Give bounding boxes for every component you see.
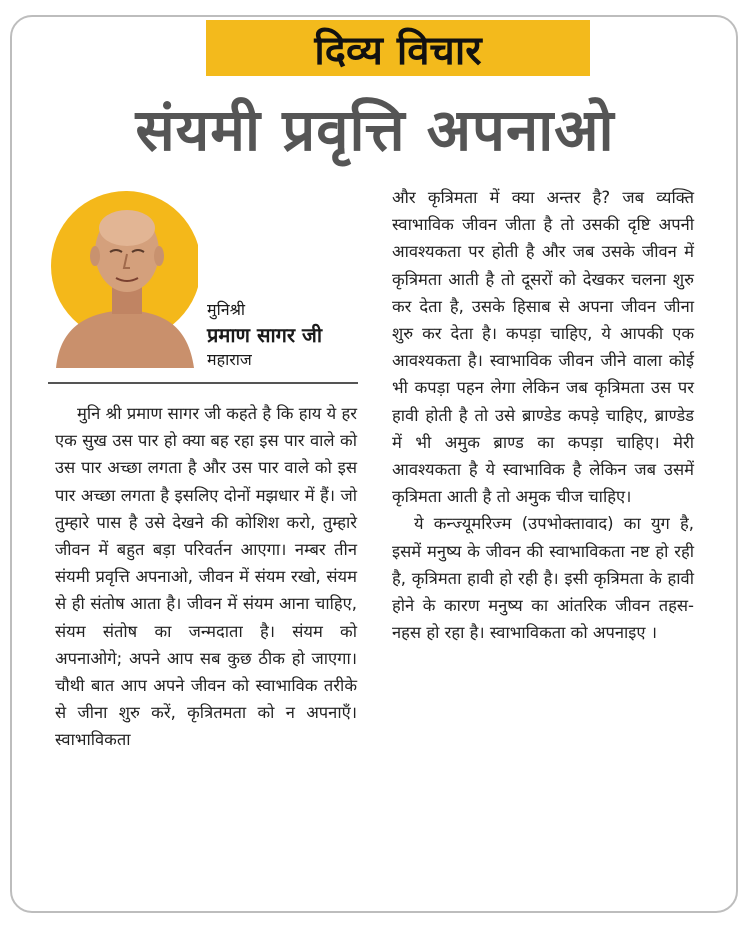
article-paragraph: मुनि श्री प्रमाण सागर जी कहते है कि हाय ये हर एक सुख उस पार हो क्या बह रहा इस पार वाले को उस पार अच्छा लगता है और उस पार वाले को इस पार अच्छा लगता है इसलिए दोनों मझधार में हैं। जो तुम्हारे पास है उसे देखने की कोशिश करो, तुम्हारे जीवन में बहुत बड़ा परिवर्तन आएगा। नम्बर तीन संयमी प्रवृत्ति अपनाओ, जीवन में संयम रखो, संयम से ही संतोष आता है। जीवन में संयम आना चाहिए, संयम संतोष का जन्मदाता है। संयम को अपनाओगे; अपने आप सब कुछ ठीक हो जाएगा। चौथी बात आप अपने जीवन को स्वाभाविक तरीके से जीना शुरु करें, कृत्रितमता को न अपनाएँ। स्वाभाविकता [55, 404, 357, 750]
author-title: मुनिश्री [207, 300, 246, 319]
author-portrait-image [48, 188, 198, 368]
article-paragraph: ये कन्ज्यूमरिज्म (उपभोक्तावाद) का युग है, इसमें मनुष्य के जीवन की स्वाभाविकता नष्ट हो रही है, कृत्रिमता हावी हो रही है। इसी कृत्रिमता के हावी होने के कारण मनुष्य का आंतरिक जीवन तहस-नहस हो रहा है। स्वाभाविकता को अपनाइए । [392, 514, 694, 643]
author-portrait [48, 188, 198, 368]
article-paragraph: और कृत्रिमता में क्या अन्तर है? जब व्यक्ति स्वाभाविक जीवन जीता है तो उसकी दृष्टि अपनी आवश्यकता पर होती है और जब उसके जीवन में कृत्रिमता आती है तो दूसरों को देखकर चलना शुरु कर देता है, उसके हिसाब से अपना जीवन जीना शुरु कर देता है। कपड़ा चाहिए, ये आपकी एक आवश्यकता है। स्वाभाविक जीवन जीने वाला कोई भी कपड़ा पहन लेगा लेकिन जब कृत्रिमता उस पर हावी होती है तो उसे ब्राण्डेड कपड़े चाहिए, ब्राण्डेड में भी अमुक ब्राण्ड का कपड़ा चाहिए। मेरी आवश्यकता है ये स्वाभाविक है लेकिन जब उसमें कृत्रिमता आती है तो अमुक चीज चाहिए। [392, 188, 694, 507]
article-column-right [392, 184, 694, 646]
headline: संयमी प्रवृत्ति अपनाओ [135, 96, 615, 164]
author-suffix: महाराज [207, 350, 252, 369]
divider [48, 382, 358, 384]
author-credit [207, 298, 367, 372]
article-column-left [55, 400, 357, 754]
section-label: दिव्य विचार [206, 20, 590, 76]
author-name: प्रमाण सागर जी [207, 323, 323, 347]
